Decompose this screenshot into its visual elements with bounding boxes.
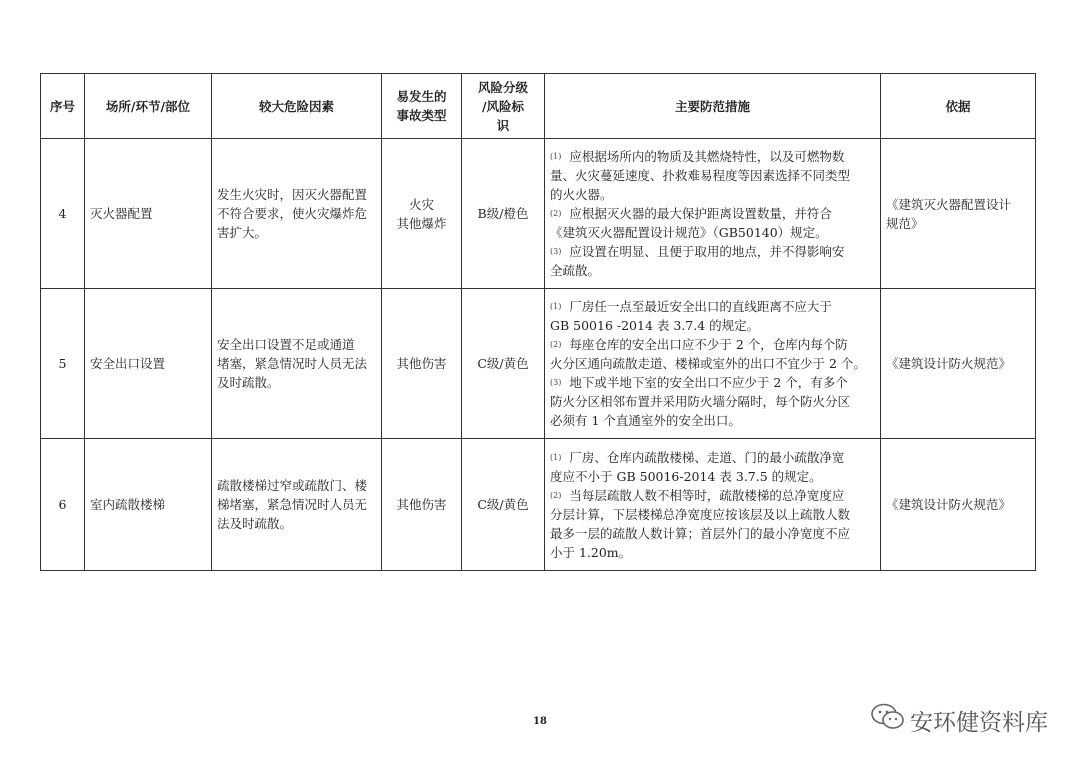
- measure-number: (3): [550, 378, 562, 387]
- cell-hazard: [212, 439, 382, 571]
- header-accident-line: 易发生的: [396, 89, 447, 104]
- measure-number: (2): [550, 340, 562, 349]
- measure-number: (3): [550, 247, 562, 256]
- measure-number: (1): [550, 302, 562, 311]
- measure-text: 当每层疏散人数不相等时，疏散楼梯的总净宽度应: [569, 487, 845, 503]
- hazard-line: 发生火灾时，因灭火器配置: [217, 187, 368, 202]
- cell-accident: 其他伤害: [382, 289, 462, 439]
- header-measures: 主要防范措施: [545, 74, 881, 139]
- watermark: [870, 702, 1048, 738]
- measure-text: 每座仓库的安全出口应不少于 2 个，仓库内每个防: [569, 337, 848, 352]
- measure-line: [550, 147, 875, 166]
- cell-place: 灭火器配置: [85, 139, 212, 289]
- measure-text: 应根据场所内的物质及其燃烧特性，以及可燃物数: [569, 149, 845, 164]
- cell-accident: [382, 139, 462, 289]
- measure-line: 量、火灾蔓延速度、扑救难易程度等因素选择不同类型: [550, 168, 851, 183]
- measure-text: 应设置在明显、且便于取用的地点，并不得影响安: [569, 244, 845, 259]
- header-risk: [462, 74, 545, 139]
- cell-basis: 《建筑设计防火规范》: [881, 439, 1036, 571]
- measure-line: 度应不小于 GB 50016-2014 表 3.7.5 的规定。: [550, 468, 822, 484]
- cell-measures: [545, 289, 881, 439]
- cell-no: 6: [41, 439, 85, 571]
- hazard-line: 疏散楼梯过窄或疏散门、楼: [217, 478, 368, 493]
- cell-no: 5: [41, 289, 85, 439]
- cell-measures: [545, 139, 881, 289]
- measure-line: 《建筑灭火器配置设计规范》（GB50140）规定。: [550, 225, 828, 240]
- table-row: [41, 439, 1036, 571]
- measure-line: 必须有 1 个直通室外的安全出口。: [550, 413, 741, 428]
- hazard-line: 堵塞，紧急情况时人员无法: [217, 356, 368, 371]
- header-basis: 依据: [881, 74, 1036, 139]
- header-risk-line: 风险分级: [477, 79, 528, 95]
- cell-basis: 《建筑设计防火规范》: [881, 289, 1036, 439]
- cell-risk: C级/黄色: [462, 439, 545, 571]
- measure-line: [550, 373, 875, 392]
- measure-number: (2): [550, 209, 562, 218]
- hazard-line: 害扩大。: [217, 225, 268, 240]
- basis-line: 《建筑灭火器配置设计: [886, 196, 1012, 212]
- table-row: [41, 139, 1036, 289]
- cell-place: 安全出口设置: [85, 289, 212, 439]
- cell-risk: B级/橙色: [462, 139, 545, 289]
- header-place: 场所/环节/部位: [85, 74, 212, 139]
- measure-line: 防火分区相邻布置并采用防火墙分隔时，每个防火分区: [550, 394, 851, 409]
- cell-hazard: [212, 139, 382, 289]
- hazard-line: 法及时疏散。: [217, 516, 293, 531]
- header-accident: [382, 74, 462, 139]
- measure-line: 全疏散。: [550, 263, 601, 278]
- cell-accident: 其他伤害: [382, 439, 462, 571]
- measure-number: (1): [550, 452, 562, 462]
- measure-text: 厂房、仓库内疏散楼梯、走道、门的最小疏散净宽: [569, 449, 845, 465]
- risk-table: [40, 73, 1036, 571]
- measure-line: [550, 335, 875, 354]
- header-risk-line: /风险标: [481, 98, 525, 114]
- cell-measures: [545, 439, 881, 571]
- hazard-line: 及时疏散。: [217, 375, 280, 390]
- accident-line: 其他爆炸: [396, 215, 447, 231]
- measure-text: 厂房任一点至最近安全出口的直线距离不应大于: [569, 299, 832, 314]
- measure-line: [550, 204, 875, 223]
- measure-line: 火分区通向疏散走道、楼梯或室外的出口不宜少于 2 个。: [550, 356, 866, 371]
- basis-line: 规范》: [886, 215, 924, 231]
- hazard-line: 梯堵塞，紧急情况时人员无: [217, 497, 368, 512]
- measure-number: (1): [550, 152, 562, 161]
- measure-line: 最多一层的疏散人数计算；首层外门的最小净宽度不应: [550, 525, 851, 541]
- measure-line: 的火火器。: [550, 187, 613, 202]
- measure-line: 小于 1.20m。: [550, 544, 632, 560]
- page-number: 18: [533, 716, 547, 727]
- accident-line: 火灾: [408, 196, 434, 212]
- measure-text: 应根据灭火器的最大保护距离设置数量，并符合: [569, 206, 832, 221]
- measure-line: 分层计算，下层楼梯总净宽度应按该层及以上疏散人数: [550, 506, 851, 522]
- cell-basis: [881, 139, 1036, 289]
- hazard-line: 安全出口设置不足或通道: [217, 337, 355, 352]
- measure-line: [550, 448, 875, 467]
- measure-line: [550, 242, 875, 261]
- cell-place: 室内疏散楼梯: [85, 439, 212, 571]
- wechat-icon: [870, 702, 906, 738]
- header-hazard: 较大危险因素: [212, 74, 382, 139]
- cell-risk: C级/黄色: [462, 289, 545, 439]
- hazard-line: 不符合要求，使火灾爆炸危: [217, 206, 368, 221]
- measure-number: (2): [550, 490, 562, 500]
- table-row: [41, 289, 1036, 439]
- measure-line: [550, 486, 875, 505]
- watermark-text: 安环健资料库: [910, 709, 1048, 736]
- cell-no: 4: [41, 139, 85, 289]
- header-no: 序号: [41, 74, 85, 139]
- measure-line: [550, 297, 875, 316]
- measure-text: 地下或半地下室的安全出口不应少于 2 个，有多个: [569, 375, 848, 390]
- header-risk-line: 识: [496, 117, 510, 133]
- measure-line: GB 50016 -2014 表 3.7.4 的规定。: [550, 318, 760, 333]
- header-accident-line: 事故类型: [396, 108, 447, 123]
- cell-hazard: [212, 289, 382, 439]
- table-header-row: [41, 74, 1036, 139]
